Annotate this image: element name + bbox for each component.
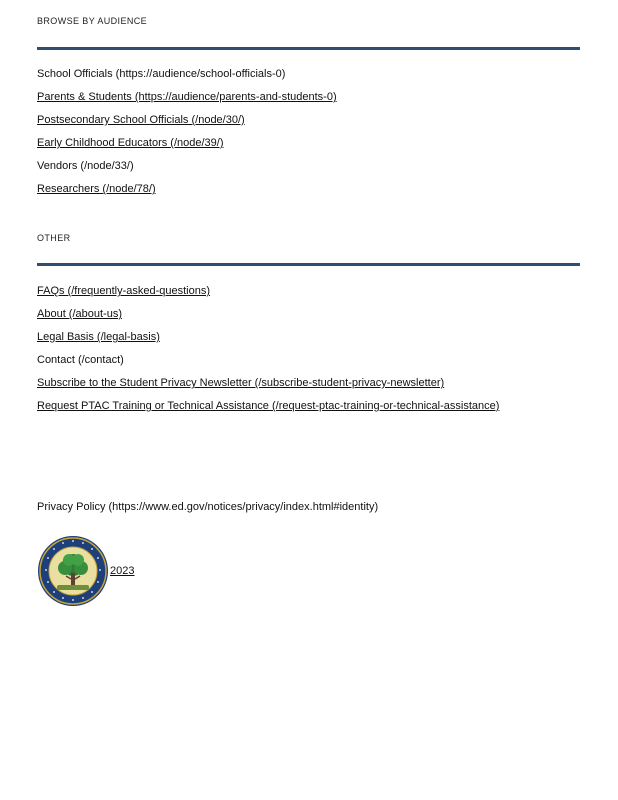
link-vendors[interactable]: Vendors (/node/33/): [37, 160, 134, 172]
link-request-ptac[interactable]: Request PTAC Training or Technical Assistance (/request-ptac-training-or-technical-assistance): [37, 400, 500, 412]
link-postsecondary-officials[interactable]: Postsecondary School Officials (/node/30/): [37, 114, 245, 126]
other-divider: [37, 263, 580, 266]
seal-row: [37, 535, 134, 607]
privacy-policy-link[interactable]: Privacy Policy (https://www.ed.gov/notices/privacy/index.html#identity): [37, 501, 379, 513]
link-school-officials[interactable]: School Officials (https://audience/school-officials-0): [37, 68, 286, 80]
copyright-year: 2023: [110, 565, 135, 577]
browse-divider: [37, 47, 580, 50]
link-legal-basis[interactable]: Legal Basis (/legal-basis): [37, 331, 160, 343]
link-subscribe-newsletter[interactable]: Subscribe to the Student Privacy Newsletter (/subscribe-student-privacy-newsletter): [37, 377, 445, 389]
link-researchers[interactable]: Researchers (/node/78/): [37, 183, 156, 195]
link-parents-students[interactable]: Parents & Students (https://audience/parents-and-students-0): [37, 91, 337, 103]
other-link-list: [37, 284, 582, 422]
link-faqs[interactable]: FAQs (/frequently-asked-questions): [37, 285, 211, 297]
department-of-education-seal-icon[interactable]: [37, 535, 109, 607]
browse-heading: BROWSE BY AUDIENCE: [37, 16, 148, 26]
link-early-childhood-educators[interactable]: Early Childhood Educators (/node/39/): [37, 137, 224, 149]
link-contact[interactable]: Contact (/contact): [37, 354, 124, 366]
other-heading: OTHER: [37, 233, 71, 243]
browse-link-list: [37, 67, 582, 205]
link-about[interactable]: About (/about-us): [37, 308, 122, 320]
